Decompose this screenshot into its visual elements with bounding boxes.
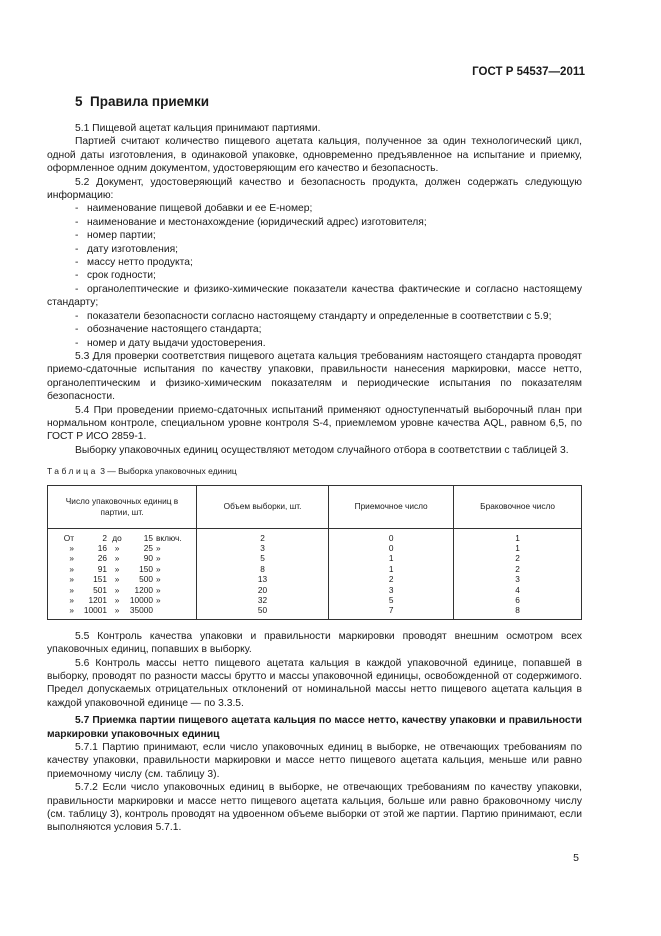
table-row: » 1201 » 10000 »: [69, 594, 161, 605]
column-header-sample-size: Объем выборки, шт.: [197, 485, 329, 528]
list-item: - показатели безопасности согласно настоящему стандарту и определенные в соответствии с 5.9;: [75, 310, 552, 322]
section-title: Правила приемки: [90, 94, 209, 109]
table-header-row: [48, 485, 582, 528]
subsection-heading-5-7: 5.7 Приемка партии пищевого ацетата кальция по массе нетто, качеству упаковки и правильности маркировки упаковочных единиц: [47, 715, 582, 740]
rejection-number-cell: 1 1 2 2 3 4 6 8: [454, 528, 582, 619]
batch-size-cell: [48, 528, 197, 619]
table-row: » 10001 » 35000: [69, 605, 153, 616]
paragraph-5-7-1: 5.7.1 Партию принимают, если число упаковочных единиц в выборке, не отвечающих требованиям по качеству упаковки, правильности маркировки и массе нетто пищевого ацетата кальция, меньше или равно приемочному числу (см. таблицу 3).: [47, 741, 582, 780]
column-header-acceptance-number: Приемочное число: [329, 485, 454, 528]
table-caption: Таблица 3 — Выборка упаковочных единиц: [47, 466, 237, 477]
table-body-row: [48, 528, 582, 619]
page-number: 5: [573, 852, 579, 864]
paragraph-5-7-2: 5.7.2 Если число упаковочных единиц в выборке, не отвечающих требованиям по качеству упаковки, правильности маркировки и массе нетто пищевого ацетата кальция, больше или равно браковочному числу (см. таблицу 3), контроль проводят на удвоенном объеме выборки от этой же партии. Партию принимают, если выполняются условия 5.7.1.: [47, 782, 582, 834]
paragraph-batch-definition: Партией считают количество пищевого ацетата кальция, полученное за один технологический цикл, одной даты изготовления, в одинаковой упаковке, одновременно предъявленное на испытание и приемку, оформленное одним документом, удостоверяющим его качество и безопасность.: [47, 136, 582, 175]
paragraph-5-6: 5.6 Контроль массы нетто пищевого ацетата кальция в каждой упаковочной единице, попавшей в выборку, проводят по разности массы брутто и массы упаковочной единицы, освобожденной от содержимого. Предел допускаемых отрицательных отклонений от номинальной массы нетто пищевого ацетата кальция в каждой упаковочной единице — по 3.3.5.: [47, 657, 582, 709]
list-item: - массу нетто продукта;: [75, 257, 193, 269]
list-item: - номер партии;: [75, 230, 156, 242]
section-number: 5: [75, 94, 83, 109]
list-item: - наименование и местонахождение (юридический адрес) изготовителя;: [75, 216, 427, 228]
table-row: » 91 » 150 »: [69, 563, 161, 574]
section-heading: [75, 94, 209, 109]
sampling-table: [47, 485, 582, 620]
table-row: От 2 до 15 включ.: [63, 532, 182, 543]
document-body: [47, 122, 582, 835]
paragraph-5-4: 5.4 При проведении приемо-сдаточных испытаний применяют одноступенчатый выборочный план при нормальном контроле, специальном уровне контроля S-4, приемлемом уровне качества AQL, равном 6,5, по ГОСТ Р ИСО 2859-1.: [47, 404, 582, 443]
list-item: - срок годности;: [75, 270, 156, 282]
list-item: - дату изготовления;: [75, 243, 179, 255]
paragraph-5-1: 5.1 Пищевой ацетат кальция принимают партиями.: [75, 123, 321, 134]
table-row: » 151 » 500 »: [69, 574, 161, 585]
column-header-batch-size: Число упаковочных единиц в партии, шт.: [48, 485, 197, 528]
paragraph-5-2: 5.2 Документ, удостоверяющий качество и безопасность продукта, должен содержать следующую информацию:: [47, 176, 582, 202]
document-id: ГОСТ Р 54537—2011: [472, 66, 585, 78]
list-item: - органолептические и физико-химические показатели качества фактические и согласно настоящему стандарту;: [47, 283, 582, 309]
list-item: - наименование пищевой добавки и ее Е-номер;: [75, 203, 313, 215]
paragraph-5-3: 5.3 Для проверки соответствия пищевого ацетата кальция требованиям настоящего стандарта проводят приемо-сдаточные испытания по качеству упаковки, правильности нанесения маркировки, массе нетто, органолептическим и физико-химическим показателям и периодические испытания по показателям безопасности.: [47, 350, 582, 403]
list-item: - обозначение настоящего стандарта;: [75, 324, 262, 336]
list-item: - номер и дату выдачи удостоверения.: [75, 337, 266, 349]
acceptance-number-cell: 0 0 1 1 2 3 5 7: [329, 528, 454, 619]
paragraph-5-5: 5.5 Контроль качества упаковки и правильности маркировки проводят внешним осмотром всех упаковочных единиц, попавших в выборку.: [47, 630, 582, 656]
paragraph-sampling-method: Выборку упаковочных единиц осуществляют методом случайного отбора в соответствии с таблицей 3.: [75, 444, 569, 456]
requirements-list: [47, 202, 582, 349]
column-header-rejection-number: Браковочное число: [454, 485, 582, 528]
sample-size-cell: 2 3 5 8 13 20 32 50: [197, 528, 329, 619]
table-row: » 501 » 1200 »: [69, 584, 161, 595]
table-row: » 16 » 25 »: [69, 542, 161, 553]
table-row: » 26 » 90 »: [69, 553, 161, 564]
